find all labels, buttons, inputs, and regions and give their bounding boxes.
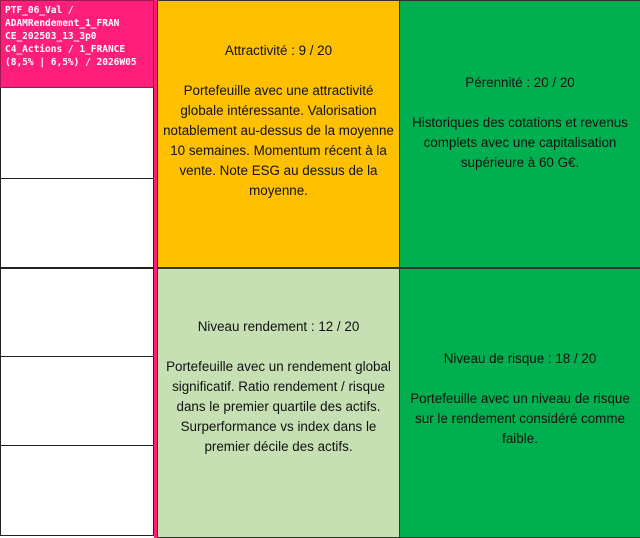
empty-cell[interactable] bbox=[0, 88, 154, 179]
score-grid bbox=[157, 0, 640, 538]
portfolio-label-line: PTF_06_Val / bbox=[5, 5, 74, 16]
empty-cell[interactable] bbox=[0, 357, 154, 446]
empty-cell[interactable] bbox=[0, 268, 154, 357]
rendement-description: Portefeuille avec un rendement global significatif. Ratio rendement / risque dans le premier quartile des actifs. Surperformance vs index dans le premier décile des actifs. bbox=[166, 359, 391, 454]
empty-cell[interactable] bbox=[0, 179, 154, 268]
rendement-cell[interactable] bbox=[158, 269, 400, 537]
attractivite-cell[interactable] bbox=[158, 1, 400, 269]
perennite-heading: Pérennité : 20 / 20 bbox=[465, 75, 575, 90]
portfolio-label-line: CE_202503_13_3p0 bbox=[5, 31, 97, 42]
risque-heading: Niveau de risque : 18 / 20 bbox=[443, 351, 597, 366]
left-column bbox=[0, 0, 157, 538]
portfolio-label-cell[interactable] bbox=[0, 0, 154, 88]
empty-cell[interactable] bbox=[0, 446, 154, 536]
perennite-cell[interactable] bbox=[400, 1, 640, 269]
portfolio-label-line: ADAMRendement_1_FRAN bbox=[5, 18, 120, 29]
attractivite-description: Portefeuille avec une attractivité globale intéressante. Valorisation notablement au-dessus de la moyenne 10 semaines. Momentum récent à la vente. Note ESG au dessus de la moyenne. bbox=[163, 83, 394, 198]
perennite-description: Historiques des cotations et revenus complets avec une capitalisation supérieure à 60 G€. bbox=[412, 115, 628, 170]
attractivite-heading: Attractivité : 9 / 20 bbox=[224, 43, 333, 58]
rendement-heading: Niveau rendement : 12 / 20 bbox=[197, 319, 360, 334]
risque-description: Portefeuille avec un niveau de risque sur le rendement considéré comme faible. bbox=[410, 391, 630, 446]
portfolio-label-line: C4_Actions / 1_FRANCE bbox=[5, 44, 126, 55]
risque-cell[interactable] bbox=[400, 269, 640, 537]
portfolio-label-line: (8,5% | 6,5%) / 2026W05 bbox=[5, 57, 137, 68]
